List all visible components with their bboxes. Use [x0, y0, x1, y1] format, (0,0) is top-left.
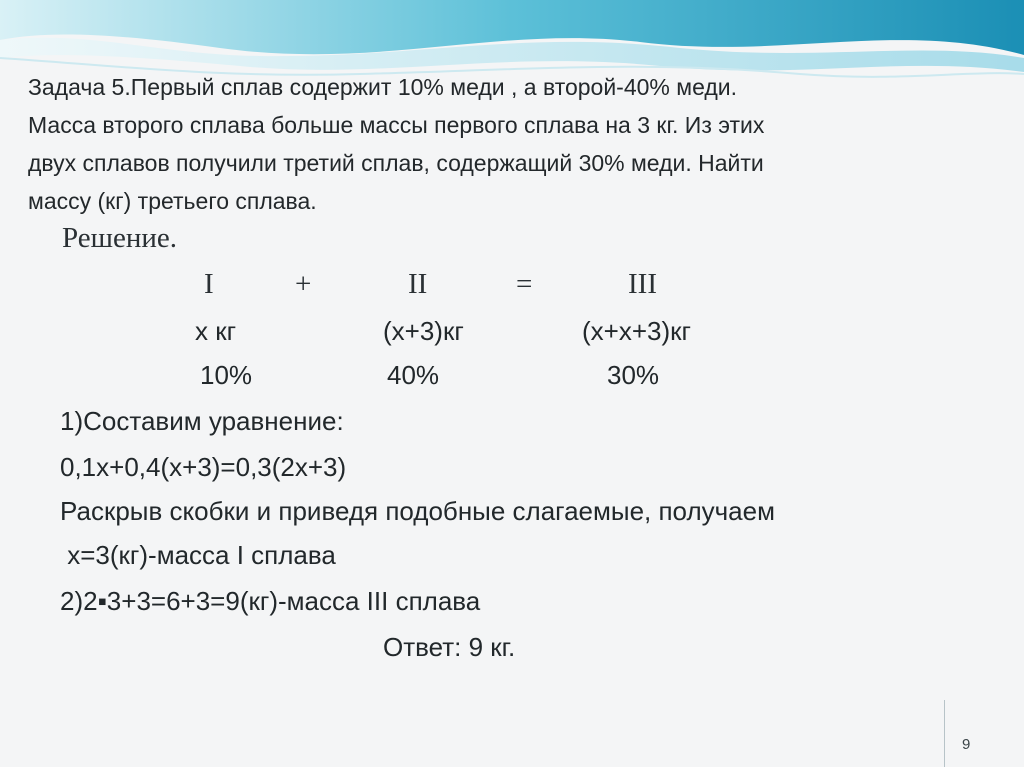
- alloy-3-percent: 30%: [607, 360, 660, 390]
- alloy-3-mass: (х+х+3)кг: [582, 316, 692, 346]
- problem-statement: [28, 68, 968, 220]
- alloy-2-numeral: II: [408, 268, 428, 300]
- problem-line-2: Масса второго сплава больше массы первого сплава на 3 кг. Из этих: [28, 112, 765, 138]
- alloy-1-percent: 10%: [200, 360, 253, 390]
- problem-label: Задача 5.: [28, 74, 131, 100]
- step-simplify: Раскрыв скобки и приведя подобные слагаемые, получаем: [60, 496, 775, 526]
- step-x-value: х=3(кг)-масса I сплава: [60, 540, 336, 570]
- problem-line-4: массу (кг) третьего сплава.: [28, 188, 317, 214]
- step-third-mass: 2)2▪3+3=6+3=9(кг)-масса III сплава: [60, 586, 481, 616]
- equals-sign: =: [516, 268, 533, 300]
- step-compose-equation: 1)Составим уравнение:: [60, 406, 344, 436]
- footer-divider: [944, 700, 945, 767]
- alloy-3-numeral: III: [628, 268, 657, 300]
- plus-sign: +: [295, 268, 312, 300]
- alloy-1-mass: х кг: [195, 316, 237, 346]
- step-equation: 0,1х+0,4(х+3)=0,3(2х+3): [60, 452, 347, 482]
- alloy-2-percent: 40%: [387, 360, 440, 390]
- problem-line-3: двух сплавов получили третий сплав, содержащий 30% меди. Найти: [28, 150, 764, 176]
- page-number: 9: [962, 736, 971, 753]
- solution-heading: Решение.: [62, 222, 177, 254]
- alloy-1-numeral: I: [204, 268, 214, 300]
- alloy-2-mass: (х+3)кг: [383, 316, 464, 346]
- answer: Ответ: 9 кг.: [383, 632, 516, 662]
- problem-line-1: Задача 5.Первый сплав содержит 10% меди , а второй-40% меди.: [28, 74, 738, 100]
